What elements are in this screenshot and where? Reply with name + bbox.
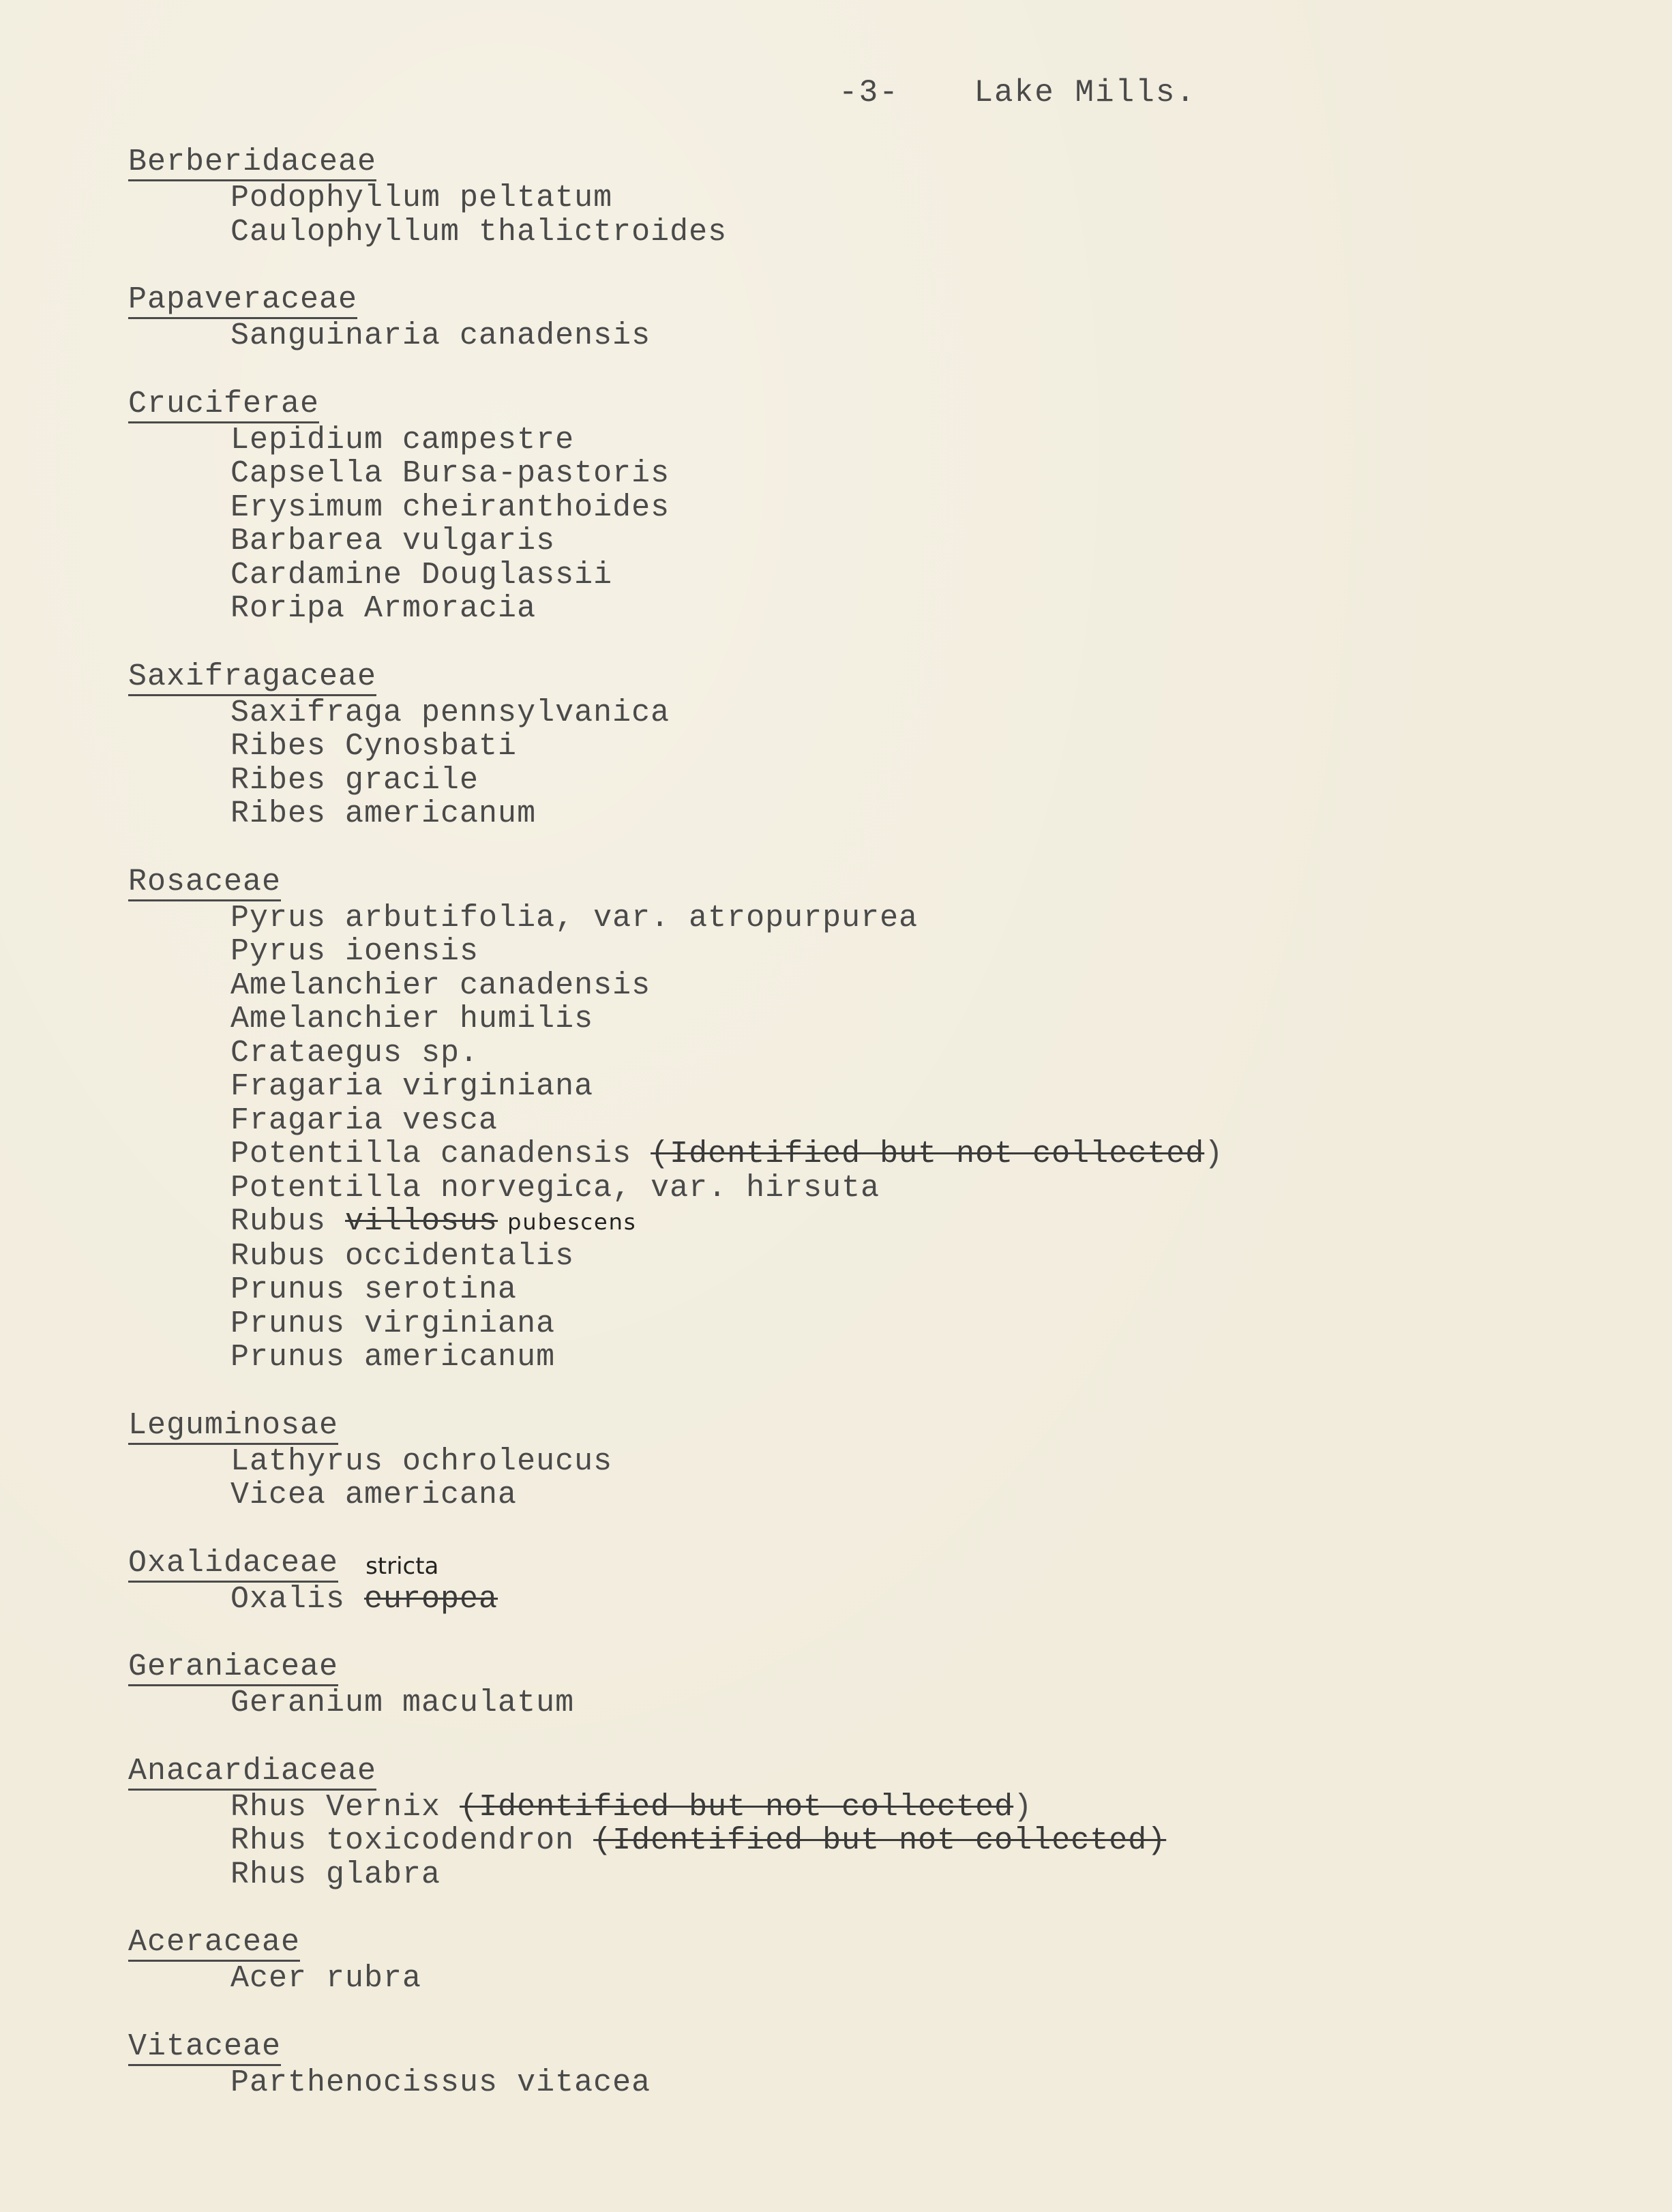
species-name: Rhus toxicodendron xyxy=(230,1823,575,1858)
species-entry xyxy=(128,1445,1560,1479)
species-name: Parthenocissus vitacea xyxy=(230,2065,651,2100)
species-entry xyxy=(128,901,1560,936)
species-entry xyxy=(128,1002,1560,1036)
species-name: Potentilla canadensis xyxy=(230,1137,632,1171)
species-entry xyxy=(128,524,1560,558)
species-name: Rubus occidentalis xyxy=(230,1238,575,1274)
family-block xyxy=(128,1650,1560,1720)
species-name: Lepidium campestre xyxy=(230,422,575,458)
species-name: Prunus serotina xyxy=(230,1272,518,1307)
family-name: Geraniaceae xyxy=(128,1650,338,1686)
species-entry xyxy=(128,1273,1560,1307)
plant-list xyxy=(128,145,1560,2134)
species-entry xyxy=(128,1036,1560,1071)
family-block xyxy=(128,2030,1560,2100)
species-name: Oxalis xyxy=(230,1581,346,1617)
family-name: Berberidaceae xyxy=(128,145,376,181)
species-entry xyxy=(128,558,1560,593)
species-name: Prunus americanum xyxy=(230,1340,556,1375)
species-entry xyxy=(128,491,1560,525)
species-entry xyxy=(128,797,1560,831)
family-heading-row xyxy=(128,2030,1560,2066)
species-name: Ribes Cynosbati xyxy=(230,729,518,764)
family-block xyxy=(128,283,1560,353)
family-block xyxy=(128,1546,1560,1617)
species-name: Acer rubra xyxy=(230,1961,422,1996)
species-entry xyxy=(128,423,1560,458)
species-entry xyxy=(128,1171,1560,1206)
family-heading-row xyxy=(128,1546,1560,1583)
family-name: Cruciferae xyxy=(128,387,319,423)
species-name: Ribes gracile xyxy=(230,762,479,798)
species-name: Potentilla norvegica, var. hirsuta xyxy=(230,1170,880,1206)
species-entry xyxy=(128,1824,1560,1858)
species-name: Amelanchier canadensis xyxy=(230,968,651,1003)
species-name: Capsella Bursa-pastoris xyxy=(230,456,670,491)
species-name: Erysimum cheiranthoides xyxy=(230,490,670,525)
family-name: Vitaceae xyxy=(128,2030,281,2066)
family-heading-row xyxy=(128,387,1560,423)
species-name: Sanguinaria canadensis xyxy=(230,318,651,353)
species-entry xyxy=(128,1104,1560,1138)
family-name: Saxifragaceae xyxy=(128,660,376,696)
family-block xyxy=(128,145,1560,249)
species-name: Rhus Vernix xyxy=(230,1789,441,1825)
species-name: Prunus virginiana xyxy=(230,1306,556,1341)
species-entry xyxy=(128,1686,1560,1720)
species-name: Ribes americanum xyxy=(230,796,537,831)
family-name: Aceraceae xyxy=(128,1926,300,1962)
family-heading-row xyxy=(128,145,1560,181)
species-entry xyxy=(128,1583,1560,1617)
species-name: Roripa Armoracia xyxy=(230,591,537,626)
species-name: Barbarea vulgaris xyxy=(230,524,556,558)
location-title: Lake Mills. xyxy=(974,75,1197,110)
species-entry xyxy=(128,592,1560,626)
family-heading-row xyxy=(128,1650,1560,1686)
species-entry xyxy=(128,1341,1560,1375)
species-entry xyxy=(128,730,1560,764)
family-block xyxy=(128,1409,1560,1512)
species-entry xyxy=(128,319,1560,353)
species-entry xyxy=(128,1205,1560,1240)
family-block xyxy=(128,660,1560,831)
family-block xyxy=(128,1926,1560,1996)
closing-paren: ) xyxy=(1013,1789,1033,1825)
species-entry xyxy=(128,1858,1560,1892)
page-number: -3- xyxy=(839,75,899,110)
family-name: Leguminosae xyxy=(128,1409,338,1445)
species-entry xyxy=(128,969,1560,1003)
handwritten-annotation: stricta xyxy=(365,1552,439,1580)
family-heading-row xyxy=(128,283,1560,319)
family-block xyxy=(128,1754,1560,1892)
species-entry xyxy=(128,1240,1560,1274)
species-entry xyxy=(128,2066,1560,2100)
struck-text: (Identified but not collected) xyxy=(593,1823,1167,1858)
species-name: Geranium maculatum xyxy=(230,1686,575,1720)
handwritten-annotation: pubescens xyxy=(507,1209,637,1235)
species-name: Crataegus sp. xyxy=(230,1035,479,1071)
species-name: Saxifraga pennsylvanica xyxy=(230,695,670,730)
family-name: Rosaceae xyxy=(128,865,281,901)
species-entry xyxy=(128,1478,1560,1512)
species-name: Fragaria virginiana xyxy=(230,1069,594,1104)
struck-text: villosus xyxy=(345,1204,498,1239)
species-name: Cardamine Douglassii xyxy=(230,557,613,593)
family-name: Oxalidaceae xyxy=(128,1546,338,1583)
species-entry xyxy=(128,457,1560,491)
species-entry xyxy=(128,1791,1560,1825)
family-name: Anacardiaceae xyxy=(128,1754,376,1791)
species-name: Lathyrus ochroleucus xyxy=(230,1444,613,1479)
species-entry xyxy=(128,1070,1560,1104)
species-name: Vicea americana xyxy=(230,1478,518,1512)
family-heading-row xyxy=(128,1409,1560,1445)
species-entry xyxy=(128,215,1560,250)
family-block xyxy=(128,865,1560,1375)
family-heading-row xyxy=(128,660,1560,696)
species-name: Rhus glabra xyxy=(230,1857,441,1892)
family-heading-row xyxy=(128,865,1560,901)
family-heading-row xyxy=(128,1754,1560,1791)
species-entry xyxy=(128,181,1560,215)
family-block xyxy=(128,387,1560,626)
species-name: Amelanchier humilis xyxy=(230,1002,594,1036)
closing-paren: ) xyxy=(1204,1137,1224,1171)
species-name: Rubus xyxy=(230,1204,327,1239)
species-entry xyxy=(128,1307,1560,1341)
species-entry xyxy=(128,696,1560,730)
species-entry xyxy=(128,1137,1560,1171)
page-header xyxy=(839,75,1196,110)
struck-text: (Identified but not collected xyxy=(651,1137,1205,1171)
species-name: Podophyllum peltatum xyxy=(230,181,613,215)
struck-text: europea xyxy=(364,1581,498,1617)
species-entry xyxy=(128,935,1560,969)
family-name: Papaveraceae xyxy=(128,283,357,319)
family-heading-row xyxy=(128,1926,1560,1962)
species-entry xyxy=(128,1962,1560,1996)
species-name: Pyrus arbutifolia, var. atropurpurea xyxy=(230,900,919,936)
species-name: Fragaria vesca xyxy=(230,1103,498,1138)
species-name: Caulophyllum thalictroides xyxy=(230,214,728,250)
struck-text: (Identified but not collected xyxy=(460,1789,1014,1825)
species-entry xyxy=(128,764,1560,798)
species-name: Pyrus ioensis xyxy=(230,934,479,969)
